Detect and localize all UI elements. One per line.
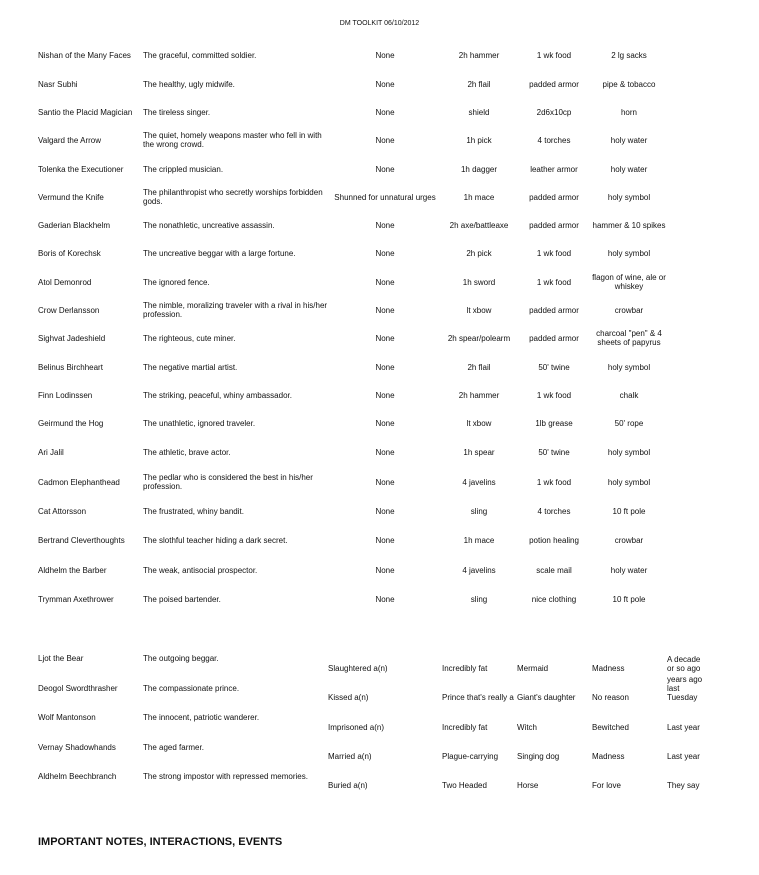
npc-gear: 4 torches bbox=[537, 136, 571, 145]
npc-weapon: 2h pick bbox=[466, 249, 492, 258]
npc-item: holy symbol bbox=[607, 249, 651, 258]
npc-description: The slothful teacher hiding a dark secret. bbox=[143, 536, 288, 545]
npc-description: The athletic, brave actor. bbox=[143, 448, 231, 457]
npc-gear: 50' twine bbox=[538, 448, 570, 457]
npc-item: 50' rope bbox=[614, 419, 644, 428]
npc-weapon: 1h sword bbox=[462, 278, 496, 287]
npc-item: holy symbol bbox=[607, 193, 651, 202]
npc-name: Boris of Korechsk bbox=[38, 249, 101, 258]
npc-name: Geirmund the Hog bbox=[38, 419, 104, 428]
npc-description: The uncreative beggar with a large fortune. bbox=[143, 249, 296, 258]
npc-weapon: sling bbox=[470, 595, 488, 604]
rumor-verb: Married a(n) bbox=[328, 751, 372, 761]
npc-name: Vermund the Knife bbox=[38, 193, 104, 202]
npc-gear: 50' twine bbox=[538, 363, 570, 372]
rumor-when: Last year bbox=[667, 722, 700, 732]
npc-gear: 1 wk food bbox=[536, 391, 572, 400]
npc-description: The tireless singer. bbox=[143, 108, 211, 117]
npc-name: Valgard the Arrow bbox=[38, 136, 101, 145]
npc-weapon: shield bbox=[468, 108, 490, 117]
extra-npc-description: The strong impostor with repressed memories. bbox=[143, 772, 308, 781]
npc-name: Trymman Axethrower bbox=[38, 595, 114, 604]
npc-item: holy symbol bbox=[607, 448, 651, 457]
npc-weapon: lt xbow bbox=[466, 306, 492, 315]
npc-name: Atol Demonrod bbox=[38, 278, 92, 287]
npc-name: Sighvat Jadeshield bbox=[38, 334, 106, 343]
npc-item: holy symbol bbox=[607, 478, 651, 487]
npc-item: 10 ft pole bbox=[612, 595, 646, 604]
npc-description: The frustrated, whiny bandit. bbox=[143, 507, 244, 516]
npc-name: Aldhelm the Barber bbox=[38, 566, 107, 575]
npc-gear: padded armor bbox=[529, 334, 579, 343]
extra-npc-description: The compassionate prince. bbox=[143, 683, 240, 693]
npc-flaw: None bbox=[375, 507, 395, 516]
npc-gear: padded armor bbox=[529, 306, 579, 315]
npc-item: crowbar bbox=[614, 536, 644, 545]
npc-flaw: None bbox=[375, 478, 395, 487]
npc-name: Finn Lodinssen bbox=[38, 391, 93, 400]
npc-item: flagon of wine, ale or whiskey bbox=[592, 273, 666, 291]
npc-flaw: None bbox=[375, 595, 395, 604]
npc-item: crowbar bbox=[614, 306, 644, 315]
npc-name: Nishan of the Many Faces bbox=[38, 51, 131, 60]
npc-weapon: 2h hammer bbox=[458, 391, 500, 400]
npc-gear: padded armor bbox=[529, 80, 579, 89]
rumor-when: Last year bbox=[667, 751, 700, 761]
extra-npc-name: Wolf Mantonson bbox=[38, 713, 96, 722]
npc-flaw: None bbox=[375, 419, 395, 428]
npc-weapon: 1h pick bbox=[466, 136, 492, 145]
rumor-adjective: Incredibly fat bbox=[442, 722, 488, 732]
document-header: DM TOOLKIT 06/10/2012 bbox=[339, 20, 420, 27]
npc-item: holy water bbox=[610, 566, 648, 575]
npc-item: hammer & 10 spikes bbox=[592, 221, 666, 230]
rumor-noun: Mermaid bbox=[517, 664, 549, 673]
npc-gear: 1 wk food bbox=[536, 249, 572, 258]
npc-weapon: 4 javelins bbox=[462, 478, 496, 487]
extra-npc-description: The aged farmer. bbox=[143, 742, 204, 752]
npc-description: The nimble, moralizing traveler with a rival in his/her profession. bbox=[143, 301, 328, 319]
npc-flaw: None bbox=[375, 363, 395, 372]
npc-description: The healthy, ugly midwife. bbox=[143, 80, 235, 89]
npc-gear: 1lb grease bbox=[535, 419, 573, 428]
npc-description: The crippled musician. bbox=[143, 165, 224, 174]
notes-heading: IMPORTANT NOTES, INTERACTIONS, EVENTS bbox=[38, 836, 283, 848]
rumor-reason: For love bbox=[592, 781, 621, 791]
npc-weapon: lt xbow bbox=[466, 419, 492, 428]
npc-gear: padded armor bbox=[529, 221, 579, 230]
npc-name: Gaderian Blackhelm bbox=[38, 221, 111, 230]
npc-flaw: None bbox=[375, 136, 395, 145]
npc-flaw: None bbox=[375, 306, 395, 315]
rumor-verb: Imprisoned a(n) bbox=[328, 722, 385, 732]
extra-npc-description: The innocent, patriotic wanderer. bbox=[143, 713, 260, 722]
extra-npc-name: Deogol Swordthrasher bbox=[38, 683, 118, 693]
npc-name: Santio the Placid Magician bbox=[38, 108, 133, 117]
npc-name: Cat Attorsson bbox=[38, 507, 87, 516]
npc-gear: 4 torches bbox=[537, 507, 571, 516]
npc-weapon: 1h dagger bbox=[460, 165, 498, 174]
npc-flaw: None bbox=[375, 278, 395, 287]
npc-description: The unathletic, ignored traveler. bbox=[143, 419, 256, 428]
rumor-verb: Slaughtered a(n) bbox=[328, 664, 388, 673]
rumor-when: They say bbox=[667, 781, 700, 791]
rumor-reason: Madness bbox=[592, 751, 625, 761]
rumor-reason: Madness bbox=[592, 664, 625, 673]
npc-description: The righteous, cute miner. bbox=[143, 334, 236, 343]
npc-name: Cadmon Elephanthead bbox=[38, 478, 120, 487]
npc-flaw: None bbox=[375, 165, 395, 174]
npc-item: horn bbox=[620, 108, 637, 117]
npc-gear: scale mail bbox=[536, 566, 572, 575]
npc-flaw: None bbox=[375, 108, 395, 117]
npc-gear: 1 wk food bbox=[536, 51, 572, 60]
rumor-noun: Singing dog bbox=[517, 751, 560, 761]
rumor-noun: Horse bbox=[517, 781, 539, 791]
npc-name: Nasr Subhi bbox=[38, 80, 78, 89]
npc-weapon: 2h flail bbox=[467, 80, 491, 89]
npc-name: Bertrand Cleverthoughts bbox=[38, 536, 125, 545]
npc-flaw: None bbox=[375, 221, 395, 230]
npc-flaw: None bbox=[375, 566, 395, 575]
npc-gear: nice clothing bbox=[531, 595, 577, 604]
npc-flaw: None bbox=[375, 51, 395, 60]
rumor-noun: Witch bbox=[517, 722, 537, 732]
extra-npc-description: The outgoing beggar. bbox=[143, 654, 219, 663]
npc-description: The poised bartender. bbox=[143, 595, 221, 604]
npc-description: The negative martial artist. bbox=[143, 363, 238, 372]
npc-description: The weak, antisocial prospector. bbox=[143, 566, 258, 575]
npc-name: Crow Derlansson bbox=[38, 306, 100, 315]
npc-flaw: None bbox=[375, 334, 395, 343]
npc-name: Ari Jalil bbox=[38, 448, 64, 457]
npc-description: The philanthropist who secretly worships forbidden gods. bbox=[143, 188, 323, 206]
npc-description: The striking, peaceful, whiny ambassador. bbox=[143, 391, 292, 400]
npc-flaw: None bbox=[375, 536, 395, 545]
npc-name: Tolenka the Executioner bbox=[38, 165, 124, 174]
rumor-adjective: Plague-carrying bbox=[442, 751, 499, 761]
npc-gear: 1 wk food bbox=[536, 278, 572, 287]
npc-gear: padded armor bbox=[529, 193, 579, 202]
npc-weapon: 4 javelins bbox=[462, 566, 496, 575]
npc-gear: 2d6x10cp bbox=[536, 108, 572, 117]
rumor-noun: Giant's daughter bbox=[517, 693, 576, 703]
npc-weapon: 1h spear bbox=[463, 448, 495, 457]
npc-item: holy water bbox=[610, 136, 648, 145]
rumor-reason: No reason bbox=[592, 693, 629, 703]
rumor-adjective: Two Headed bbox=[442, 781, 487, 791]
npc-weapon: 2h flail bbox=[467, 363, 491, 372]
extra-npc-name: Vernay Shadowhands bbox=[38, 742, 116, 752]
rumor-verb: Buried a(n) bbox=[328, 781, 368, 791]
npc-item: holy water bbox=[610, 165, 648, 174]
rumor-adjective: Prince that's really a bbox=[442, 693, 514, 703]
npc-weapon: sling bbox=[470, 507, 488, 516]
npc-item: 2 lg sacks bbox=[611, 51, 647, 60]
npc-gear: potion healing bbox=[529, 536, 579, 545]
npc-description: The graceful, committed soldier. bbox=[143, 51, 257, 60]
npc-item: holy symbol bbox=[607, 363, 651, 372]
npc-flaw: None bbox=[375, 448, 395, 457]
npc-flaw: Shunned for unnatural urges bbox=[334, 193, 436, 202]
npc-item: pipe & tobacco bbox=[602, 80, 656, 89]
npc-item: charcoal "pen" & 4 sheets of papyrus bbox=[596, 329, 662, 347]
npc-weapon: 2h axe/battleaxe bbox=[449, 221, 509, 230]
npc-description: The pedlar who is considered the best in his/her profession. bbox=[143, 473, 313, 491]
npc-flaw: None bbox=[375, 80, 395, 89]
npc-gear: leather armor bbox=[530, 165, 578, 174]
extra-npc-name: Ljot the Bear bbox=[38, 654, 84, 663]
npc-flaw: None bbox=[375, 249, 395, 258]
npc-gear: 1 wk food bbox=[536, 478, 572, 487]
npc-weapon: 1h mace bbox=[463, 193, 495, 202]
extra-npc-name: Aldhelm Beechbranch bbox=[38, 772, 117, 781]
rumor-verb: Kissed a(n) bbox=[328, 693, 369, 703]
npc-flaw: None bbox=[375, 391, 395, 400]
rumor-reason: Bewitched bbox=[592, 722, 629, 732]
rumor-adjective: Incredibly fat bbox=[442, 664, 488, 673]
npc-weapon: 2h spear/polearm bbox=[447, 334, 511, 343]
npc-description: The quiet, homely weapons master who fell in with the wrong crowd. bbox=[143, 131, 322, 149]
rumor-when: A decade or so ago bbox=[667, 655, 701, 673]
npc-description: The ignored fence. bbox=[143, 278, 210, 287]
npc-name: Belinus Birchheart bbox=[38, 363, 103, 372]
npc-weapon: 2h hammer bbox=[458, 51, 500, 60]
npc-item: 10 ft pole bbox=[612, 507, 646, 516]
npc-weapon: 1h mace bbox=[463, 536, 495, 545]
rumor-when: years ago last Tuesday bbox=[667, 675, 703, 703]
npc-item: chalk bbox=[619, 391, 639, 400]
npc-description: The nonathletic, uncreative assassin. bbox=[143, 221, 275, 230]
